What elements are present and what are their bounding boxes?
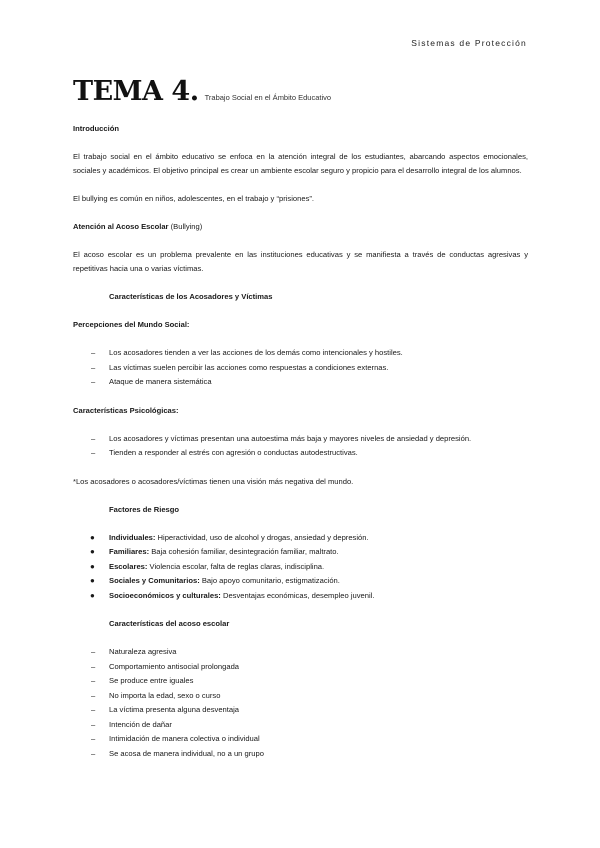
bullying-line: El bullying es común en niños, adolescentes, en el trabajo y “prisiones”.	[73, 194, 315, 203]
list-item: – Se produce entre iguales	[91, 676, 194, 685]
list-item: ● Socioeconómicos y culturales: Desventajas económicas, desempleo juvenil.	[90, 590, 375, 600]
acoso-heading-rest: (Bullying)	[168, 222, 203, 231]
list-item: – Intimidación de manera colectiva o individual	[91, 734, 260, 743]
list-item: ● Individuales: Hiperactividad, uso de alcohol y drogas, ansiedad y depresión.	[90, 532, 369, 542]
list-item: – Comportamiento antisocial prolongada	[91, 661, 240, 671]
list-item: – La víctima presenta alguna desventaja	[91, 705, 240, 714]
acoso-heading	[73, 220, 528, 234]
title-row	[73, 76, 331, 107]
acoso-caracteristicas-heading: Características del acoso escolar	[109, 619, 230, 628]
percepciones-list	[73, 346, 528, 390]
acoso-paragraph: El acoso escolar es un problema prevalente en las instituciones educativas y se manifiesta a través de conductas agresivas y repetitivas hacia una o varias víctimas.	[73, 250, 528, 273]
list-item: – Las víctimas suelen percibir las acciones como respuestas a condiciones externas.	[91, 362, 389, 372]
document-body	[73, 122, 528, 761]
acosadores-victimas-heading: Características de los Acosadores y Víctimas	[109, 292, 273, 301]
riesgo-heading: Factores de Riesgo	[109, 504, 180, 514]
riesgo-list	[73, 531, 528, 604]
list-item: – Se acosa de manera individual, no a un grupo	[91, 748, 264, 758]
intro-heading: Introducción	[73, 124, 119, 133]
list-item: ● Escolares: Violencia escolar, falta de reglas claras, indisciplina.	[90, 561, 325, 571]
running-header: Sistemas de Protección	[411, 38, 527, 48]
psicologicas-heading: Características Psicológicas:	[73, 405, 179, 415]
intro-paragraph: El trabajo social en el ámbito educativo se enfoca en la atención integral de los estudiantes, abarcando aspectos emocionales, sociales y académicos. El objetivo principal es crear un ambiente escolar seguro y propicio para el desarrollo integral de los alumnos.	[73, 152, 528, 175]
percepciones-heading: Percepciones del Mundo Social:	[73, 320, 190, 329]
list-item: – Ataque de manera sistemática	[91, 377, 212, 386]
list-item: – Intención de dañar	[91, 719, 172, 729]
list-item: – Los acosadores tienden a ver las acciones de los demás como intencionales y hostiles.	[91, 348, 403, 357]
tema-title: TEMA 4.	[73, 76, 199, 107]
list-item: – Los acosadores y víctimas presentan una autoestima más baja y mayores niveles de ansiedad y depresión.	[91, 433, 472, 443]
list-item: – No importa la edad, sexo o curso	[91, 690, 221, 700]
psicologicas-note: *Los acosadores o acosadores/víctimas tienen una visión más negativa del mundo.	[73, 476, 354, 486]
list-item: ● Sociales y Comunitarios: Bajo apoyo comunitario, estigmatización.	[90, 576, 340, 585]
tema-subtitle: Trabajo Social en el Ámbito Educativo	[204, 93, 332, 102]
list-item: ● Familiares: Baja cohesión familiar, desintegración familiar, maltrato.	[90, 547, 339, 556]
list-item: – Tienden a responder al estrés con agresión o conductas autodestructivas.	[91, 448, 358, 457]
psicologicas-list	[73, 432, 528, 461]
acoso-caracteristicas-list	[73, 645, 528, 761]
list-item: – Naturaleza agresiva	[91, 647, 177, 656]
acoso-heading-bold: Atención al Acoso Escolar	[73, 222, 169, 231]
